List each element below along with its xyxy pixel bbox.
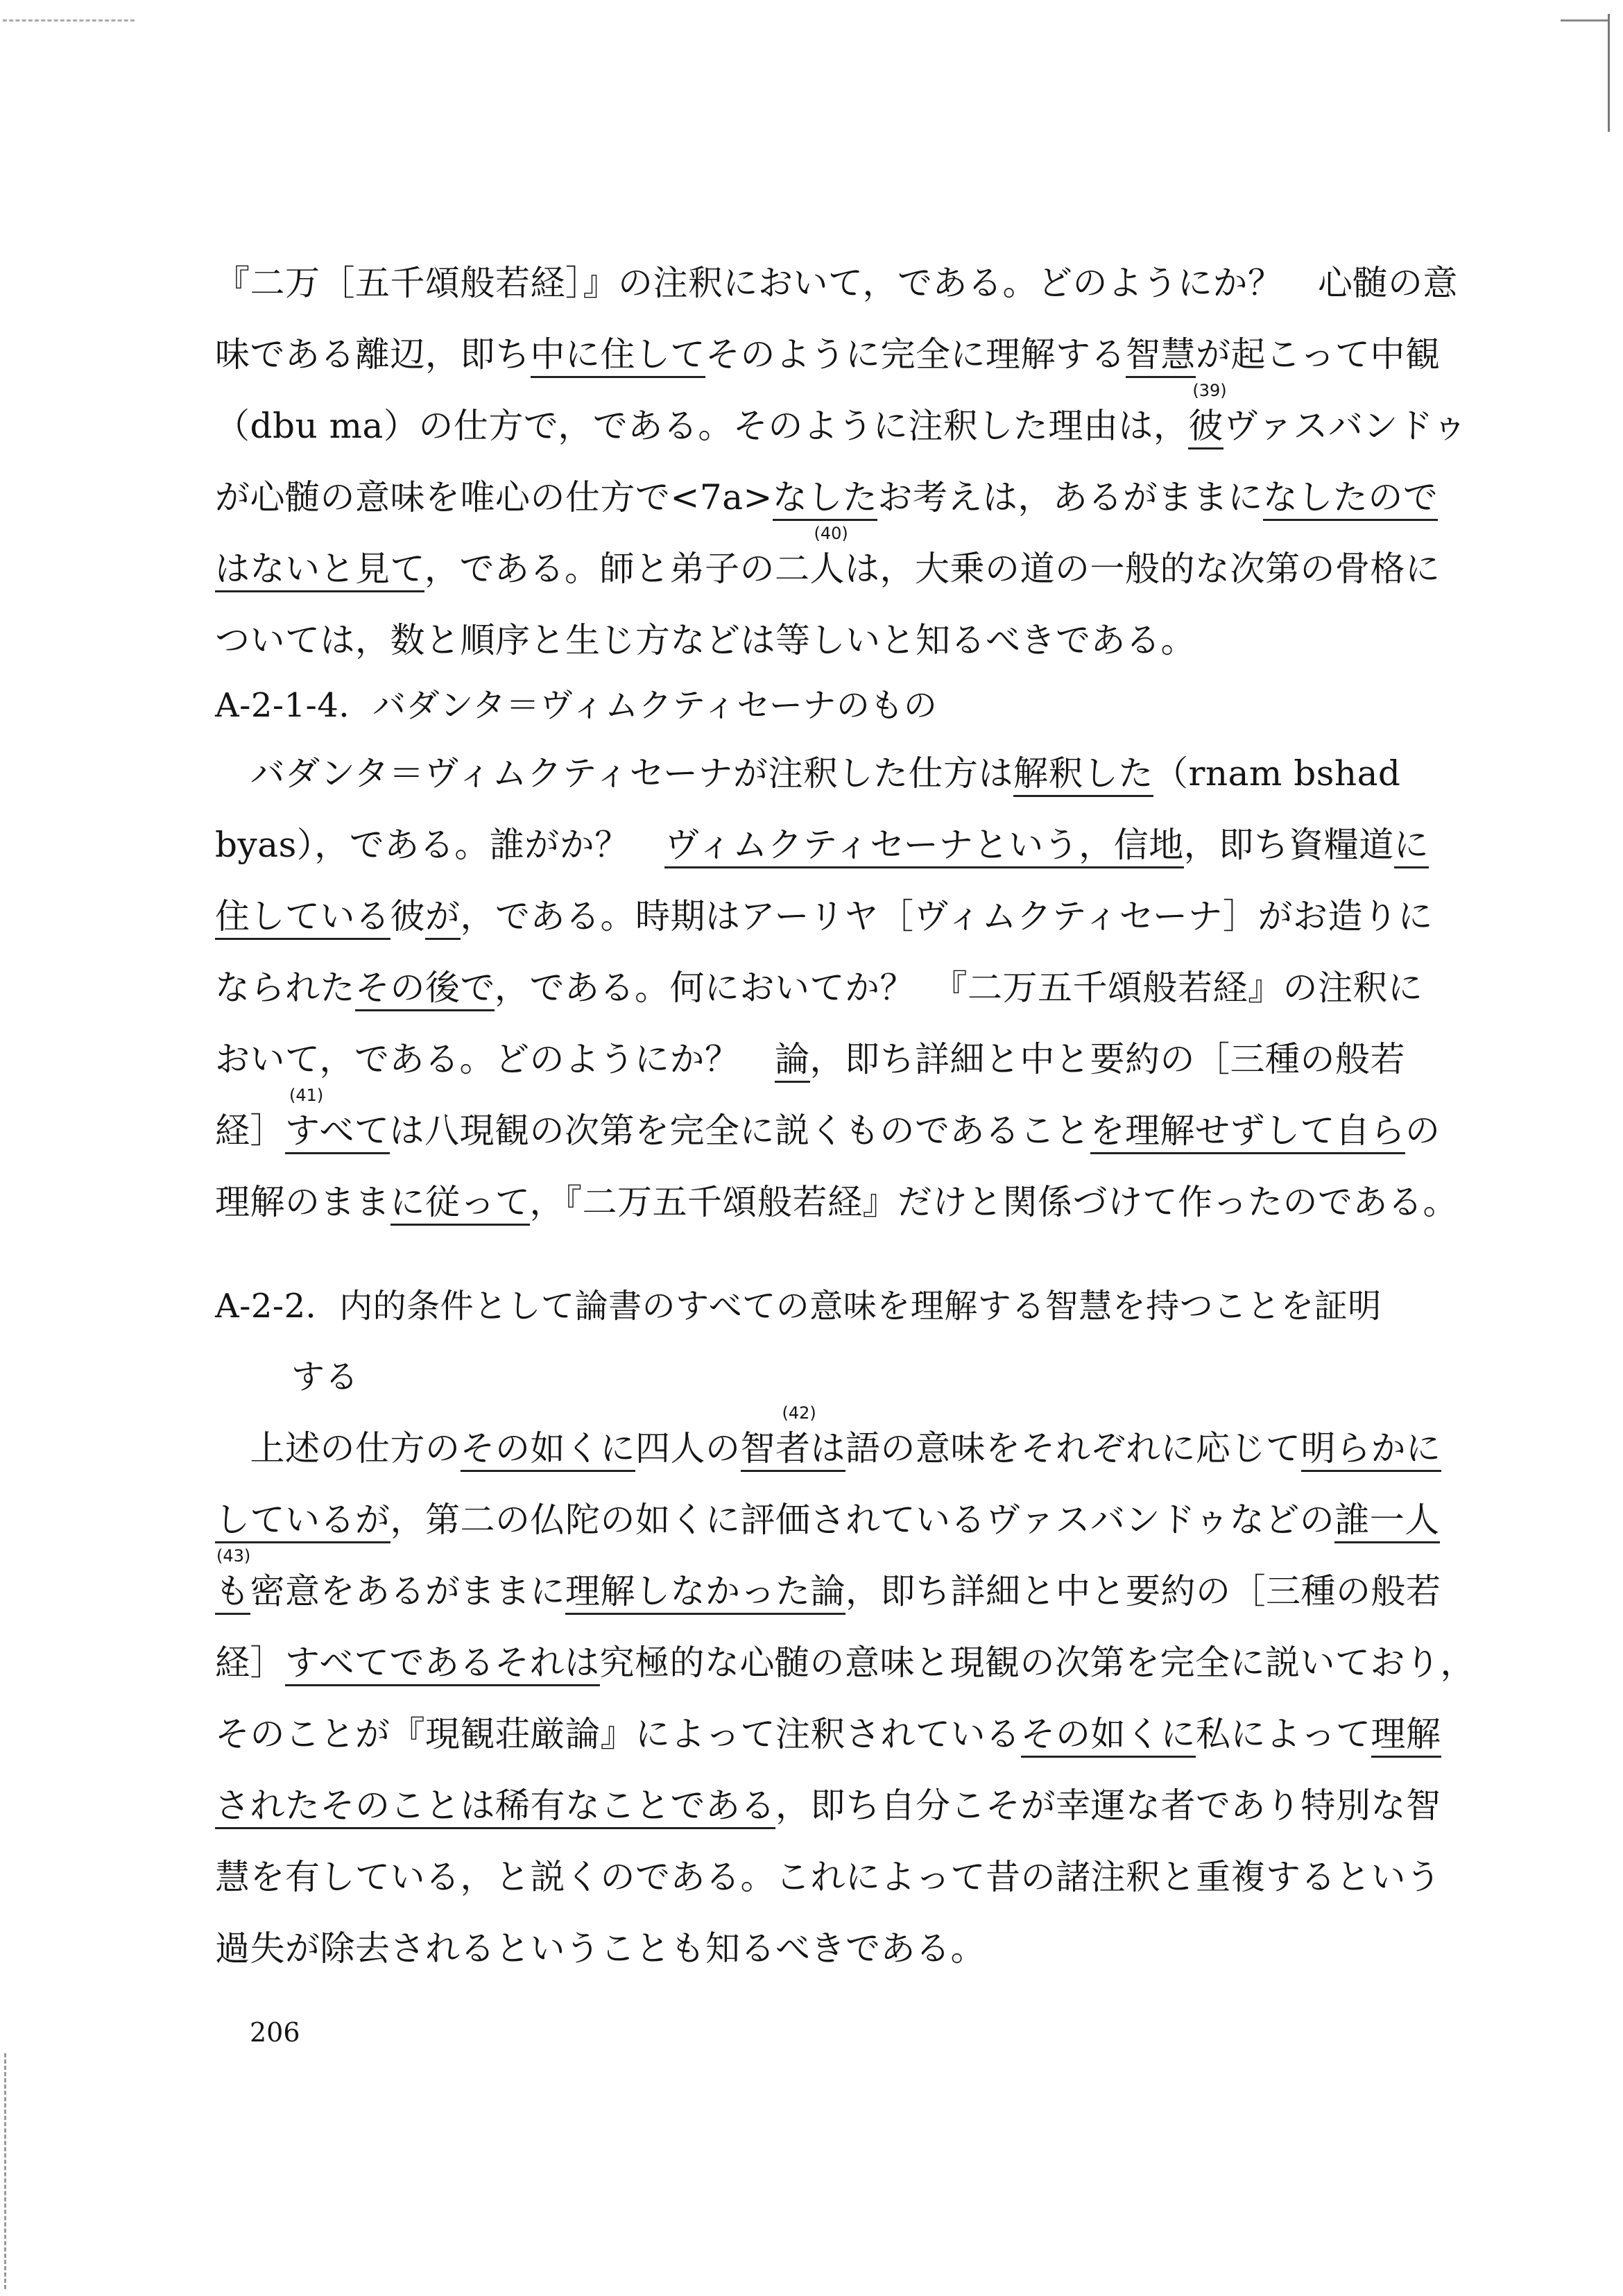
text-line	[215, 1781, 1441, 1830]
text-line	[215, 1638, 1475, 1687]
text-span: ，即ち詳細と中と要約の［三種の般若	[845, 1571, 1441, 1611]
underlined-phrase: 彼	[1188, 406, 1223, 449]
footnote-anchor	[740, 1403, 846, 1468]
underlined-phrase: が	[425, 896, 461, 940]
section-heading	[215, 681, 1436, 730]
text-line	[215, 1710, 1441, 1758]
text-span: が心髄の意味を唯心の仕方で<7a>	[215, 477, 773, 517]
text-span: は八現観の次第を完全に説くものであること	[389, 1111, 1090, 1151]
text-span: おいて，である。どのようにか？	[215, 1039, 775, 1079]
section-heading-continued	[291, 1353, 1512, 1401]
text-span: 経］	[215, 1111, 285, 1151]
underlined-phrase: に	[1394, 825, 1429, 868]
text-span: お考えは，あるがままに	[877, 477, 1263, 517]
text-line	[215, 1178, 1458, 1226]
text-span: ，『二万五千頌般若経』だけと関係づけて作ったのである。	[529, 1182, 1458, 1222]
text-span: 語の意味をそれぞれに応じて	[845, 1428, 1301, 1468]
text-span: 経］	[215, 1643, 285, 1683]
underlined-phrase: なした	[773, 477, 878, 521]
underlined-phrase: 理解しなかった論	[565, 1571, 845, 1615]
underlined-phrase: ヴィムクティセーナという，信地	[664, 825, 1184, 868]
underlined-phrase: すべて	[285, 1111, 390, 1154]
text-span: ついては，数と順序と生じ方などは等しいと知るべきである。	[215, 620, 1196, 660]
text-line	[215, 1086, 1441, 1155]
text-span: は，大乗の道の一般的な次第の骨格に	[845, 549, 1441, 589]
underlined-phrase: しているが	[215, 1500, 390, 1543]
text-line	[215, 1403, 1441, 1473]
text-span: 人	[809, 549, 845, 589]
text-line	[215, 330, 1441, 379]
footnote-anchor	[285, 1086, 390, 1151]
footnote-mark: (43)	[216, 1546, 251, 1566]
underlined-phrase: 理解	[1371, 1714, 1441, 1758]
text-span: バダンタ＝ヴィムクティセーナが注釈した仕方は	[215, 753, 1013, 794]
section-heading-text: A-2-2．内的条件として論書のすべての意味を理解する智慧を持つことを証明	[215, 1287, 1382, 1326]
text-span: （dbu ma）の仕方で，である。そのように注釈した理由は，	[215, 406, 1189, 446]
text-line	[215, 821, 1436, 869]
footnote-anchor	[215, 1546, 251, 1611]
text-span: ，である。何においてか？ 『二万五千頌般若経』の注釈に	[495, 968, 1423, 1008]
section-heading-text: A-2-1-4．バダンタ＝ヴィムクティセーナのもの	[215, 686, 938, 725]
underlined-phrase: されたそのことは稀有なことである	[215, 1785, 775, 1829]
scan-artifact-bottom-left	[4, 2053, 6, 2289]
footnote-mark: (41)	[289, 1086, 324, 1105]
text-span: 密意をあるがままに	[250, 1571, 565, 1611]
text-line	[215, 892, 1436, 941]
text-line	[215, 259, 1458, 307]
text-span: byas），である。誰がか？	[215, 825, 665, 865]
text-span: ，である。師と弟子の二	[424, 549, 810, 589]
text-line	[215, 473, 1439, 522]
footnote-anchor	[1188, 381, 1227, 446]
text-span: 過失が除去されるということも知るべきである。	[215, 1928, 986, 1969]
text-span: 四人の	[635, 1428, 741, 1468]
underlined-phrase: も	[215, 1571, 250, 1615]
text-span: 私によって	[1196, 1714, 1371, 1754]
text-span: ，である。時期はアーリヤ［ヴィムクティセーナ］がお造りに	[460, 896, 1433, 936]
underlined-phrase: 明らかに	[1301, 1428, 1441, 1472]
underlined-phrase: 論	[775, 1039, 810, 1083]
text-span: （rnam bshad	[1153, 753, 1401, 794]
scan-artifact-top-left	[3, 19, 135, 22]
underlined-phrase: はないと見て	[215, 549, 424, 592]
text-span: が起こって中観	[1196, 334, 1441, 375]
text-line	[215, 524, 1441, 593]
text-span: なられた	[215, 968, 355, 1008]
text-line	[215, 1546, 1441, 1616]
section-heading-text: する	[291, 1357, 359, 1396]
text-span: ，即ち詳細と中と要約の［三種の般若	[809, 1039, 1405, 1079]
text-line	[215, 1496, 1440, 1544]
text-span: ，第二の仏陀の如くに評価されているヴァスバンドゥなどの	[390, 1500, 1335, 1540]
text-line	[215, 1924, 1436, 1973]
text-span: 彼	[390, 896, 425, 936]
text-line	[215, 1035, 1436, 1083]
text-span: 理解のまま	[215, 1182, 390, 1222]
footnote-mark: (40)	[814, 524, 848, 543]
text-line	[215, 381, 1468, 450]
underlined-phrase: すべてであるそれは	[285, 1643, 600, 1686]
scan-artifact-right-edge	[1608, 14, 1610, 132]
underlined-phrase: 智者は	[741, 1428, 846, 1472]
underlined-phrase: その後で	[355, 968, 495, 1011]
text-span: 味である離辺，即ち	[215, 334, 531, 375]
underlined-phrase: 解釈した	[1013, 753, 1153, 797]
underlined-phrase: その如くに	[461, 1428, 636, 1472]
underlined-phrase: 中に住して	[531, 334, 706, 378]
text-span: そのことが『現観荘厳論』によって注釈されている	[215, 1714, 1021, 1754]
text-span: の	[1405, 1111, 1441, 1151]
text-span: ，即ち自分こそが幸運な者であり特別な智	[775, 1785, 1441, 1826]
footnote-anchor	[809, 524, 848, 589]
text-span: ヴァスバンドゥ	[1223, 406, 1468, 446]
text-span: ，即ち資糧道	[1183, 825, 1394, 865]
scan-artifact-top-right	[1561, 19, 1609, 22]
underlined-phrase: 智慧	[1126, 334, 1196, 378]
underlined-phrase: なしたので	[1263, 477, 1439, 521]
text-span: 『二万［五千頌般若経］』の注釈において，である。どのようにか？ 心髄の意	[215, 263, 1458, 303]
underlined-phrase: を理解せずして自ら	[1090, 1111, 1406, 1154]
text-span: 上述の仕方の	[215, 1428, 461, 1468]
text-span: 究極的な心髄の意味と現観の次第を完全に説いており，	[599, 1643, 1475, 1683]
underlined-phrase: に従って	[390, 1182, 530, 1226]
text-span: そのように完全に理解する	[705, 334, 1126, 375]
underlined-phrase: その如くに	[1021, 1714, 1196, 1758]
page-number: 206	[250, 2017, 300, 2048]
underlined-phrase: 誰一人	[1334, 1500, 1440, 1543]
footnote-mark: (42)	[782, 1403, 816, 1423]
text-span: 慧を有している，と説くのである。これによって昔の諸注釈と重複するという	[215, 1857, 1441, 1897]
footnote-mark: (39)	[1192, 381, 1227, 400]
underlined-phrase: 住している	[215, 896, 390, 940]
text-line	[215, 616, 1436, 665]
text-line	[215, 749, 1436, 798]
text-line	[215, 1853, 1441, 1901]
text-line	[215, 963, 1436, 1012]
section-heading	[215, 1282, 1436, 1330]
